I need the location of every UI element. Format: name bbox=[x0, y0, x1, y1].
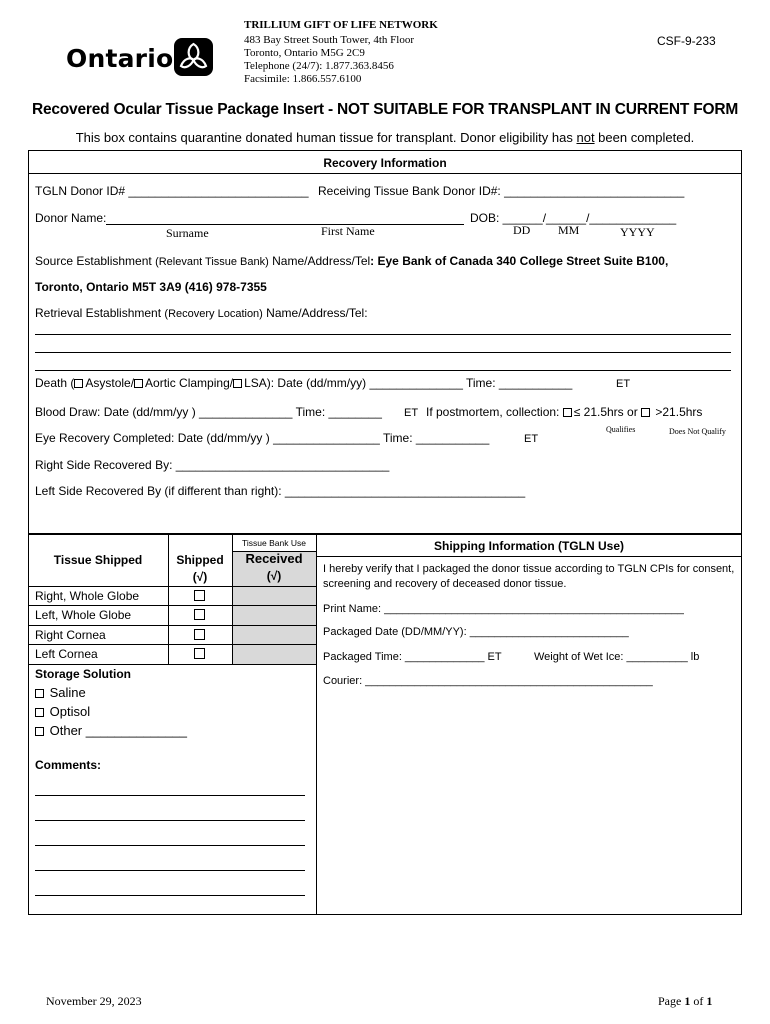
shipped-check-header: (√) bbox=[192, 570, 208, 584]
packaged-time-field[interactable]: Packaged Time: _____________ ET bbox=[323, 651, 502, 663]
tissue-row-left-cornea: Left Cornea bbox=[35, 647, 98, 661]
retrieval-line-3[interactable] bbox=[35, 370, 731, 371]
left-side-field[interactable]: Left Side Recovered By (if different than right): ____________________________________ bbox=[35, 484, 526, 498]
comments-line-1[interactable] bbox=[35, 795, 305, 796]
page-title: Recovered Ocular Tissue Package Insert - NOT SUITABLE FOR TRANSPLANT IN CURRENT FORM bbox=[31, 101, 739, 118]
donor-name-field[interactable] bbox=[106, 224, 464, 225]
eye-recovery-et: ET bbox=[524, 433, 539, 445]
shipped-checkbox-right-globe[interactable] bbox=[194, 590, 205, 601]
comments-line-2[interactable] bbox=[35, 820, 305, 821]
comments-line-4[interactable] bbox=[35, 870, 305, 871]
postmortem-row: If postmortem, collection: ≤ 21.5hrs or >21.5hrs bbox=[426, 405, 703, 419]
yyyy-caption: YYYY bbox=[620, 225, 655, 239]
address-line-2: Toronto, Ontario M5G 2C9 bbox=[244, 47, 365, 59]
tissue-row-right-cornea: Right Cornea bbox=[35, 628, 106, 642]
asystole-checkbox[interactable] bbox=[74, 379, 83, 388]
saline-checkbox[interactable] bbox=[35, 689, 44, 698]
shipping-heading: Shipping Information (TGLN Use) bbox=[434, 539, 624, 553]
ontario-logo-text: Ontario bbox=[66, 44, 174, 73]
shipped-header: Shipped bbox=[176, 553, 224, 567]
qualifies-caption: Qualifies bbox=[606, 425, 636, 434]
source-address-line-2: Toronto, Ontario M5T 3A9 (416) 978-7355 bbox=[35, 280, 267, 294]
not-qualify-caption: Does Not Qualify bbox=[669, 427, 726, 436]
subtitle: This box contains quarantine donated human tissue for transplant. Donor eligibility has not been completed. bbox=[75, 130, 695, 145]
shipping-verify-text: I hereby verify that I packaged the donor tissue according to TGLN CPIs for consent, screening and recovery of deceased donor tissue. bbox=[323, 563, 735, 590]
courier-field[interactable]: Courier: _______________________________________________ bbox=[323, 675, 653, 687]
dob-field[interactable]: DOB: ______/______/_____________ bbox=[470, 211, 677, 225]
page-number: Page 1 of 1 bbox=[658, 994, 713, 1008]
trillium-logo-icon bbox=[174, 38, 213, 76]
recovery-heading: Recovery Information bbox=[323, 156, 447, 170]
storage-optisol[interactable]: Optisol bbox=[35, 704, 90, 719]
wet-ice-weight-field[interactable]: Weight of Wet Ice: __________ lb bbox=[534, 651, 700, 663]
storage-other[interactable]: Other ______________ bbox=[35, 723, 187, 738]
facsimile: Facsimile: 1.866.557.6100 bbox=[244, 73, 362, 85]
shipped-checkbox-left-cornea[interactable] bbox=[194, 648, 205, 659]
receiving-donor-id-field[interactable]: Receiving Tissue Bank Donor ID#: ___________________________ bbox=[318, 184, 685, 198]
packaged-date-field[interactable]: Packaged Date (DD/MM/YY): __________________________ bbox=[323, 626, 629, 638]
lsa-checkbox[interactable] bbox=[233, 379, 242, 388]
tissue-row-right-globe: Right, Whole Globe bbox=[35, 589, 140, 603]
le-21-5-checkbox[interactable] bbox=[563, 408, 572, 417]
retrieval-line-1[interactable] bbox=[35, 334, 731, 335]
eye-recovery-field[interactable]: Eye Recovery Completed: Date (dd/mm/yy ) ________________ Time: ___________ bbox=[35, 431, 490, 445]
gt-21-5-checkbox[interactable] bbox=[641, 408, 650, 417]
death-row: Death ( Asystole/ Aortic Clamping/ LSA): Date (dd/mm/yy) ______________ Time: ___________ bbox=[35, 376, 573, 390]
source-establishment: Source Establishment (Relevant Tissue Bank) Name/Address/Tel: Eye Bank of Canada 340 College Street Suite B100, bbox=[35, 254, 669, 268]
print-name-field[interactable]: Print Name: _________________________________________________ bbox=[323, 603, 684, 615]
dd-caption: DD bbox=[513, 223, 531, 237]
comments-line-3[interactable] bbox=[35, 845, 305, 846]
optisol-checkbox[interactable] bbox=[35, 708, 44, 717]
tissue-shipped-header: Tissue Shipped bbox=[53, 553, 143, 567]
received-check-header: (√) bbox=[266, 569, 282, 583]
surname-caption: Surname bbox=[166, 226, 209, 240]
storage-heading: Storage Solution bbox=[35, 667, 131, 681]
received-header: Received bbox=[245, 551, 303, 566]
mm-caption: MM bbox=[558, 223, 580, 237]
telephone: Telephone (24/7): 1.877.363.8456 bbox=[244, 60, 394, 72]
first-name-caption: First Name bbox=[321, 224, 375, 238]
comments-heading: Comments: bbox=[35, 758, 102, 772]
tgln-donor-id-field[interactable]: TGLN Donor ID# ___________________________ bbox=[35, 184, 309, 198]
form-code: CSF-9-233 bbox=[657, 34, 716, 48]
tissue-row-left-globe: Left, Whole Globe bbox=[35, 608, 132, 622]
blood-draw-field[interactable]: Blood Draw: Date (dd/mm/yy ) ______________ Time: ________ bbox=[35, 405, 382, 419]
comments-line-5[interactable] bbox=[35, 895, 305, 896]
retrieval-line-2[interactable] bbox=[35, 352, 731, 353]
recovery-section bbox=[28, 150, 742, 534]
aortic-clamping-checkbox[interactable] bbox=[134, 379, 143, 388]
address-line-1: 483 Bay Street South Tower, 4th Floor bbox=[244, 34, 414, 46]
right-side-field[interactable]: Right Side Recovered By: ________________________________ bbox=[35, 458, 390, 472]
storage-saline[interactable]: Saline bbox=[35, 685, 86, 700]
tissue-bank-use-label: Tissue Bank Use bbox=[242, 538, 306, 548]
retrieval-establishment-label: Retrieval Establishment (Recovery Location) Name/Address/Tel: bbox=[35, 306, 368, 320]
org-name: TRILLIUM GIFT OF LIFE NETWORK bbox=[244, 19, 438, 31]
shipped-checkbox-left-globe[interactable] bbox=[194, 609, 205, 620]
death-et: ET bbox=[616, 378, 631, 390]
donor-name-label: Donor Name: bbox=[35, 211, 107, 225]
other-checkbox[interactable] bbox=[35, 727, 44, 736]
footer-date: November 29, 2023 bbox=[46, 994, 142, 1008]
blood-draw-et: ET bbox=[404, 407, 419, 419]
shipped-checkbox-right-cornea[interactable] bbox=[194, 629, 205, 640]
